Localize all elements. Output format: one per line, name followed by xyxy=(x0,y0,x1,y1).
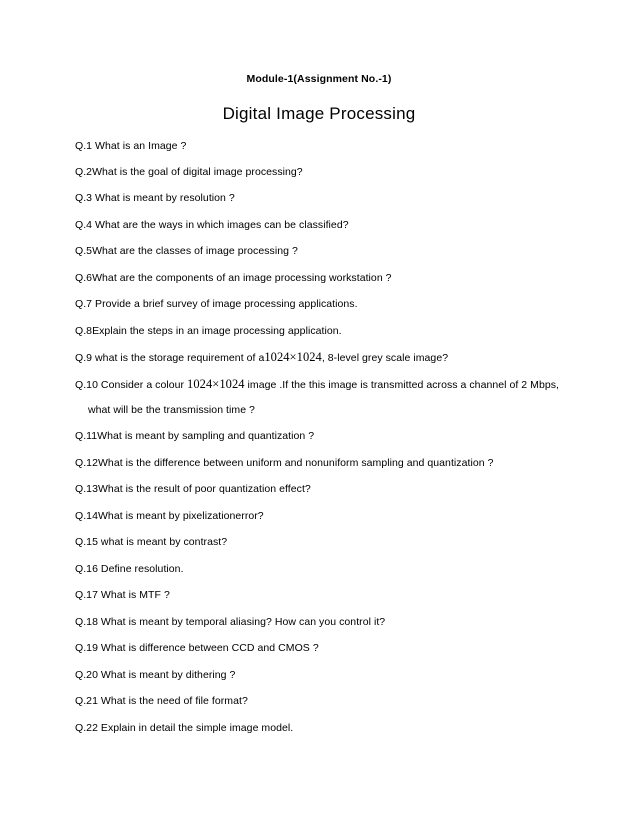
question-17: Q.17 What is MTF ? xyxy=(75,589,170,601)
question-19: Q.19 What is difference between CCD and CMOS ? xyxy=(75,642,319,654)
question-1: Q.1 What is an Image ? xyxy=(75,140,187,152)
question-10-text: Q.10 Consider a colour xyxy=(75,379,188,391)
question-21: Q.21 What is the need of file format? xyxy=(75,695,248,707)
question-9-math: 1024×1024 xyxy=(264,350,322,364)
question-2: Q.2What is the goal of digital image processing? xyxy=(75,166,303,178)
question-10-math: 1024×1024 xyxy=(187,377,245,391)
question-5: Q.5What are the classes of image processing ? xyxy=(75,245,298,257)
question-6: Q.6What are the components of an image processing workstation ? xyxy=(75,272,392,284)
question-20: Q.20 What is meant by dithering ? xyxy=(75,669,236,681)
question-4: Q.4 What are the ways in which images can be classified? xyxy=(75,219,349,231)
question-9-text: Q.9 what is the storage requirement of a xyxy=(75,352,265,364)
question-16: Q.16 Define resolution. xyxy=(75,563,184,575)
question-18: Q.18 What is meant by temporal aliasing? How can you control it? xyxy=(75,616,386,628)
question-10-text-end: image .If the this image is transmitted across a channel of 2 Mbps, xyxy=(244,379,560,391)
question-15: Q.15 what is meant by contrast? xyxy=(75,536,228,548)
page-title: Digital Image Processing xyxy=(222,104,416,123)
question-13: Q.13What is the result of poor quantization effect? xyxy=(75,483,311,495)
question-14: Q.14What is meant by pixelizationerror? xyxy=(75,510,264,522)
question-7: Q.7 Provide a brief survey of image processing applications. xyxy=(75,298,358,310)
question-10-continued: what will be the transmission time ? xyxy=(88,404,255,416)
question-22: Q.22 Explain in detail the simple image model. xyxy=(75,722,294,734)
question-11: Q.11What is meant by sampling and quantization ? xyxy=(75,430,315,442)
module-heading: Module-1(Assignment No.-1) xyxy=(246,73,392,85)
question-10 xyxy=(75,377,559,392)
question-8: Q.8Explain the steps in an image processing application. xyxy=(75,325,342,337)
question-9-text-end: , 8-level grey scale image? xyxy=(321,352,449,364)
question-3: Q.3 What is meant by resolution ? xyxy=(75,192,235,204)
question-9 xyxy=(75,350,448,365)
question-12: Q.12What is the difference between uniform and nonuniform sampling and quantization ? xyxy=(75,457,494,469)
